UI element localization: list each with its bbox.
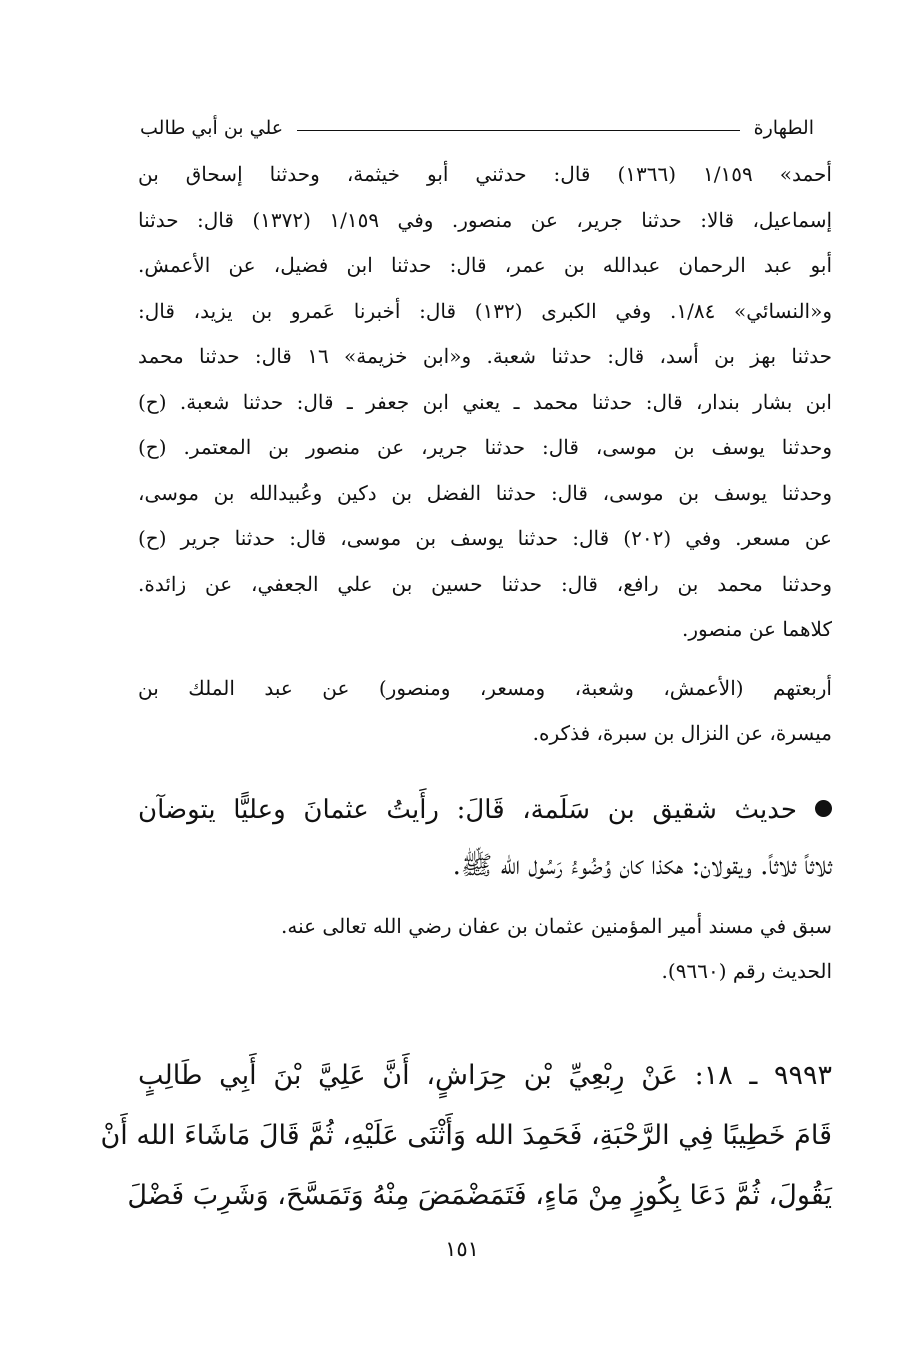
footnote-line: وحدثنا يوسف بن موسى، قال: حدثنا جرير، عن منصور بن المعتمر. (ح): [138, 435, 832, 459]
footnote-line: كلاهما عن منصور.: [682, 617, 832, 641]
footnote-line: ابن بشار بندار، قال: حدثنا محمد ـ يعني ابن جعفر ـ قال: حدثنا شعبة. (ح): [138, 389, 832, 414]
footnote-line: حدثنا بهز بن أسد، قال: حدثنا شعبة. و«ابن خزيمة» ١٦ قال: حدثنا محمد: [138, 344, 832, 368]
footnote-line: أبو عبد الرحمان عبدالله بن عمر، قال: حدثنا ابن فضيل، عن الأعمش.: [138, 253, 832, 277]
book-title: علي بن أبي طالب: [140, 117, 284, 139]
footnote-line: وحدثنا يوسف بن موسى، قال: حدثنا الفضل بن دكين وعُبيدالله بن موسى،: [138, 480, 832, 505]
main-hadith-line: قَامَ خَطِيبًا فِي الرَّحْبَةِ، فَحَمِدَ الله وَأَثْنَى عَلَيْهِ، ثُمَّ قَالَ مَاشَاءَ الله أَنْ: [100, 1120, 832, 1151]
hadith-line: ثلاثاً ثلاثاً. ويقولان: هكذا كان وُضُوءُ رَسُول الله ﷺ.: [452, 851, 832, 881]
page-number: ١٥١: [445, 1237, 479, 1261]
running-header: [140, 112, 814, 144]
footnote-line: أحمد» ١/١٥٩ (١٣٦٦) قال: حدثني أبو خيثمة، وحدثنا إسحاق بن: [138, 162, 832, 186]
summary-line: ميسرة، عن النزال بن سبرة، فذكره.: [532, 721, 832, 745]
bullet-icon: [815, 800, 832, 817]
footnote-line: إسماعيل، قالا: حدثنا جرير، عن منصور. وفي ١/١٥٩ (١٣٧٢) قال: حدثنا: [138, 207, 832, 232]
note-line: سبق في مسند أمير المؤمنين عثمان بن عفان رضي الله تعالى عنه.: [281, 914, 832, 938]
hadith-line-text: حديث شقيق بن سَلَمة، قَالَ: رأَيتُ عثمانَ وعليًّا يتوضآن: [138, 795, 797, 825]
hadith-line: [138, 782, 832, 838]
cross-reference-note: [138, 904, 832, 994]
hadith-reference: [138, 782, 832, 894]
main-hadith-line: ٩٩٩٣ ـ ١٨: عَنْ رِبْعِيِّ بْن حِرَاشٍ، أَنَّ عَلِيَّ بْنَ أَبِي طَالِبٍ: [138, 1060, 832, 1091]
note-line: الحديث رقم (٩٦٦٠).: [661, 959, 832, 983]
section-title: الطهارة: [753, 117, 814, 139]
main-hadith-line: يَقُولَ، ثُمَّ دَعَا بِكُوزٍ مِنْ مَاءٍ، فَتَمَضْمَضَ مِنْهُ وَتَمَسَّحَ، وَشَرِبَ فَضْلَ: [127, 1180, 832, 1211]
footnote-line: وحدثنا محمد بن رافع، قال: حدثنا حسين بن علي الجعفي، عن زائدة.: [138, 571, 832, 596]
takhrij-footnote: [138, 152, 832, 653]
footnote-line: عن مسعر. وفي (٢٠٢) قال: حدثنا يوسف بن موسى، قال: حدثنا جرير (ح): [138, 526, 832, 550]
footnote-line: و«النسائي» ١/٨٤. وفي الكبرى (١٣٢) قال: أخبرنا عَمرو بن يزيد، قال:: [138, 298, 832, 323]
header-rule: [297, 130, 740, 131]
main-hadith: [100, 1046, 832, 1226]
summary-line: أربعتهم (الأعمش، وشعبة، ومسعر، ومنصور) عن عبد الملك بن: [138, 676, 832, 700]
isnad-summary: [138, 666, 832, 756]
